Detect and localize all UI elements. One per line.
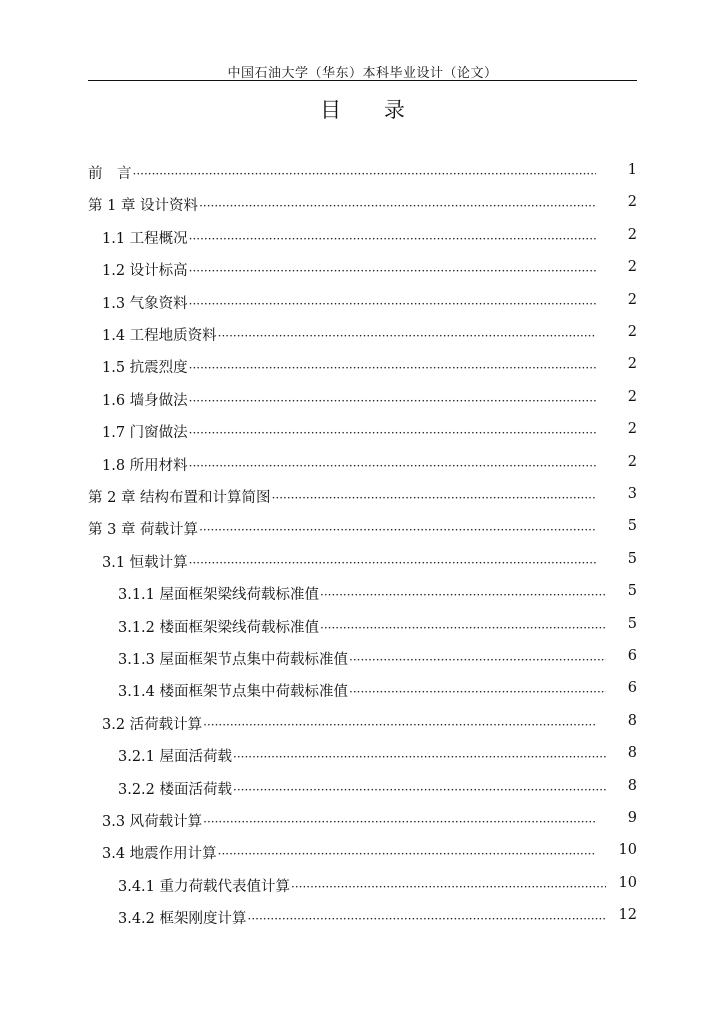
toc-leader-dots: [189, 394, 596, 408]
toc-leader-dots: [320, 621, 606, 635]
toc-leader-dots: [291, 880, 606, 894]
toc-leader-dots: [203, 815, 596, 829]
toc-entry-page-number: 9: [627, 810, 637, 826]
toc-leader-dots: [272, 491, 596, 505]
toc-entry-label: 1.4 工程地质资料: [102, 328, 217, 344]
toc-leader-dots: [218, 329, 596, 343]
toc-entry-page-number: 2: [627, 194, 637, 211]
toc-entry-page-number: 8: [627, 712, 637, 729]
toc-entry-label: 3.1.3 屋面框架节点集中荷载标准值: [118, 652, 349, 668]
toc-entry-page-number: 10: [618, 842, 637, 859]
toc-leader-dots: [349, 685, 606, 699]
toc-entry[interactable]: [118, 680, 637, 702]
toc-entry-label: 1.3 气象资料: [102, 295, 188, 312]
toc-entry[interactable]: [102, 421, 637, 443]
toc-entry-page-number: 2: [627, 388, 637, 405]
toc-entry[interactable]: [118, 907, 637, 929]
toc-entry-page-number: 8: [627, 745, 637, 762]
toc-entry-page-number: 8: [627, 777, 637, 794]
toc-leader-dots: [189, 459, 596, 473]
toc-entry-page-number: 12: [618, 907, 637, 924]
toc-entry[interactable]: [118, 874, 637, 897]
toc-entry-label: 3.4.1 重力荷载代表值计算: [118, 878, 291, 895]
toc-entry-label: 3.4 地震作用计算: [102, 846, 217, 863]
toc-entry[interactable]: [118, 745, 637, 767]
toc-entry-label: 1.1 工程概况: [102, 230, 188, 247]
toc-leader-dots: [218, 847, 596, 861]
toc-entry-label: 1.6 墙身做法: [102, 392, 188, 409]
toc-entry-label: 3.4.2 框架刚度计算: [118, 911, 247, 928]
toc-entry-label: 第 1 章 设计资料: [88, 198, 199, 215]
toc-leader-dots: [189, 556, 596, 570]
toc-entry[interactable]: [118, 777, 637, 800]
toc-entry-label: 第 2 章 结构布置和计算简图: [88, 490, 271, 506]
toc-entry[interactable]: [102, 226, 637, 249]
toc-entry-label: 3.1.4 楼面框架节点集中荷载标准值: [118, 684, 349, 701]
toc-entry[interactable]: [118, 648, 637, 670]
toc-entry-label: 1.5 抗震烈度: [102, 360, 188, 377]
toc-entry-page-number: 1: [627, 162, 637, 178]
toc-leader-dots: [199, 523, 596, 537]
toc-entry-page-number: 2: [627, 324, 637, 340]
toc-entry[interactable]: [102, 550, 637, 573]
toc-leader-dots: [233, 783, 606, 797]
toc-entry-label: 3.2.1 屋面活荷载: [118, 749, 233, 766]
toc-entry[interactable]: [102, 842, 637, 864]
toc-entry-label: 3.2.2 楼面活荷载: [118, 781, 233, 798]
toc-entry[interactable]: [88, 162, 637, 184]
toc-leader-dots: [199, 199, 596, 213]
toc-entry[interactable]: [102, 324, 637, 346]
toc-entry-page-number: 5: [627, 518, 637, 535]
toc-leader-dots: [133, 167, 597, 181]
toc-entry-page-number: 5: [627, 615, 637, 632]
toc-entry-label: 前 言: [88, 166, 132, 182]
toc-entry-page-number: 6: [627, 648, 637, 664]
toc-leader-dots: [203, 718, 596, 732]
toc-entry-page-number: 10: [618, 874, 637, 891]
toc-entry[interactable]: [88, 518, 637, 540]
toc-entry-page-number: 2: [627, 259, 637, 276]
toc-entry[interactable]: [102, 291, 637, 314]
toc-entry[interactable]: [118, 615, 637, 638]
toc-entry-page-number: 2: [627, 356, 637, 373]
toc-leader-dots: [189, 264, 596, 278]
toc-leader-dots: [189, 361, 596, 375]
toc-leader-dots: [349, 653, 606, 667]
toc-entry[interactable]: [88, 194, 637, 216]
toc-entry-page-number: 2: [627, 421, 637, 438]
page-header: 中国石油大学（华东）本科毕业设计（论文）: [227, 66, 498, 81]
toc-leader-dots: [233, 750, 606, 764]
toc-leader-dots: [189, 426, 596, 440]
toc-entry-label: 1.2 设计标高: [102, 263, 188, 280]
toc-entry-page-number: 5: [627, 550, 637, 567]
toc-entry-page-number: 2: [627, 291, 637, 308]
header-rule: [88, 80, 637, 81]
toc-entry[interactable]: [102, 388, 637, 411]
toc-entry-page-number: 5: [627, 583, 637, 600]
toc-leader-dots: [189, 232, 596, 246]
toc-entry-label: 3.2 活荷载计算: [102, 716, 203, 733]
toc-entry-page-number: 2: [627, 226, 637, 243]
page-title: 目 录: [320, 98, 423, 122]
toc-entry-label: 3.1.2 楼面框架梁线荷载标准值: [118, 619, 320, 636]
toc-entry-page-number: 2: [627, 453, 637, 470]
toc-leader-dots: [320, 588, 606, 602]
toc-leader-dots: [248, 912, 606, 926]
toc-entry[interactable]: [102, 712, 637, 735]
toc-entry-label: 1.8 所用材料: [102, 457, 188, 474]
toc-entry[interactable]: [102, 259, 637, 281]
toc-entry[interactable]: [118, 583, 637, 605]
toc-entry[interactable]: [102, 356, 637, 378]
toc-entry-label: 1.7 门窗做法: [102, 425, 188, 442]
toc-leader-dots: [189, 297, 596, 311]
toc-entry-label: 3.3 风荷载计算: [102, 814, 203, 830]
toc-entry-label: 第 3 章 荷载计算: [88, 522, 199, 539]
toc-entry-label: 3.1 恒载计算: [102, 554, 188, 571]
toc-entry[interactable]: [102, 453, 637, 476]
toc-entry[interactable]: [88, 486, 637, 508]
toc-entry[interactable]: [102, 810, 637, 832]
toc-entry-page-number: 3: [627, 486, 637, 502]
toc-entry-label: 3.1.1 屋面框架梁线荷载标准值: [118, 587, 320, 604]
toc-entry-page-number: 6: [627, 680, 637, 697]
